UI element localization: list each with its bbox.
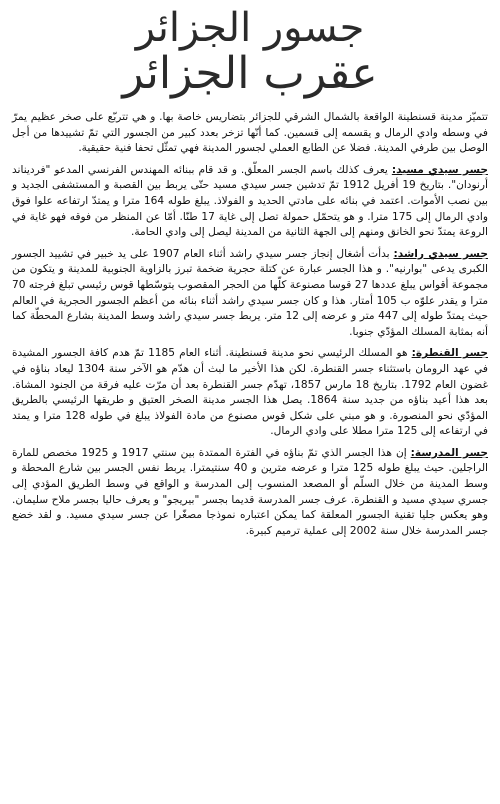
- section-heading: جسر المدرسة:: [410, 446, 489, 459]
- section-text: بدأت أشغال إنجاز جسر سيدي راشد أثناء العام 1907 على يد خبير في تشييد الجسور الكبرى يدعى "بوارنيه". و هذا الجسر عبارة عن كتلة حجرية ضخمة تبرز بالزاوية الجنوبية للمدينة و يتكون من مجموعة أقواس يبلغ عددها 27 قوسا مصنوعة كلّها من الحجر المقصوب يتوسّطها قوس رئيسي تبلغ فرجته 70 مترا و يقدر علوّه ب 105 أمتار. هذا و كان جسر سيدي راشد أثناء بنائه من أعظم الجسور الحجرية في العالم حيث يمتدّ طوله إلى 447 متر و عرضه إلى 12 متر. يربط جسر سيدي راشد وسط المدينة بشارع المحطّة كما أنه بمثابة المسلك المؤدّي جنوبا.: [12, 247, 489, 338]
- section-text: هو المسلك الرئيسي نحو مدينة قسنطينة. أثناء العام 1185 تمّ هدم كافة الجسور المشيدة في عهد الرومان باستثناء جسر القنطرة. لكن هذا الأخير ما لبث أن هدّم هو الآخر سنة 1304 ليعاد بناؤه في غضون العام 1792. بتاريخ 18 مارس 1857، تهدّم جسر القنطرة بعد أن مرّت عليه فرقة من الجنود المشاة. بعد هذا أعيد بناؤه من جديد سنة 1864. يصل هذا الجسر مدينة الصخر العتيق و طريقها الرئيسي بالطريق المؤدّي نحو المنصورة. و هو مبني على شكل قوس مصنوع من مادة الفولاذ يبلغ في طوله 128 مترا و يمتد في ارتفاعه إلى 125 مترا مطلا على وادي الرمال.: [12, 347, 488, 438]
- section-sidi-msid: [12, 163, 488, 241]
- title-line-1: جسور الجزائر: [135, 5, 365, 51]
- section-text: يعرف كذلك باسم الجسر المعلّق. و قد قام ببنائه المهندس الفرنسي المدعو "فرديناند أرنودان". بتاريخ 19 أفريل 1912 تمّ تدشين جسر سيدي مسيد حتّى يربط بين القصبة و المستشفى الجديد و بين نصب الأموات. اعتمد في بنائه على مادتي الحديد و الفولاذ. يبلغ طوله 164 مترا و يمتدّ ارتفاعه علوا فوق وادي الرمال إلى 175 مترا. و هو يتحمّل حمولة تصل إلى غاية 17 طنّا. أمّا عن المنظر من فوقه فهو غاية في الروعة يمتدّ نحو الخانق ومنهم إلى الجهة الثانية من المدينة ليصل إلى وادي الحامة.: [12, 163, 489, 239]
- section-text: إن هذا الجسر الذي تمّ بناؤه في الفترة الممتدة بين سنتي 1917 و 1925 مخصص للمارة الراجلين. حيث يبلغ طوله 125 مترا و عرضه مترين و 40 سنتيمترا. يربط نفس الجسر بين شارع المحطة و وسط المدينة من خلال السلّم أو المصعد المنسوب إلى المدرسة و الواقع في وسط الطريق المؤدي إلى جسري سيدي مسيد و القنطرة. عرف جسر المدرسة قديما بجسر "بيريجو" و يعرف حاليا بجسر ملاح سليمان. وهو يعكس جليا تقنية الجسور المعلقة كما يمكن اعتباره نموذجا مصغّرا عن جسر سيدي مسيد. و لقد خضع جسر المدرسة خلال سنة 2002 إلى عملية ترميم كبيرة.: [12, 446, 488, 537]
- article-body: [12, 110, 488, 545]
- section-el-kantara: [12, 346, 488, 440]
- section-heading: جسر سيدي مسيد:: [391, 163, 488, 176]
- section-sidi-rached: [12, 247, 488, 341]
- section-heading: جسر القنطرة:: [411, 347, 488, 360]
- section-medersa: [12, 446, 488, 540]
- title-line-2: عقرب الجزائر: [122, 48, 378, 99]
- section-heading: جسر سيدي راشد:: [393, 247, 488, 260]
- intro-paragraph: تتميّز مدينة قسنطينة الواقعة بالشمال الشرقي للجزائر بتضاريس خاصة بها. و هي تتربّع على صخر عظيم يمرّ في وسطه وادي الرمال و يقسمه إلى قسمين. كما أنّها تزخر بعدد كبير من الجسور التي تمّ تشييدها من أجل الوصل بين طرفي المدينة. فضلا عن الطابع العملي لجسور المدينة فهي تمثّل تحفا فنية حقيقية.: [12, 111, 488, 155]
